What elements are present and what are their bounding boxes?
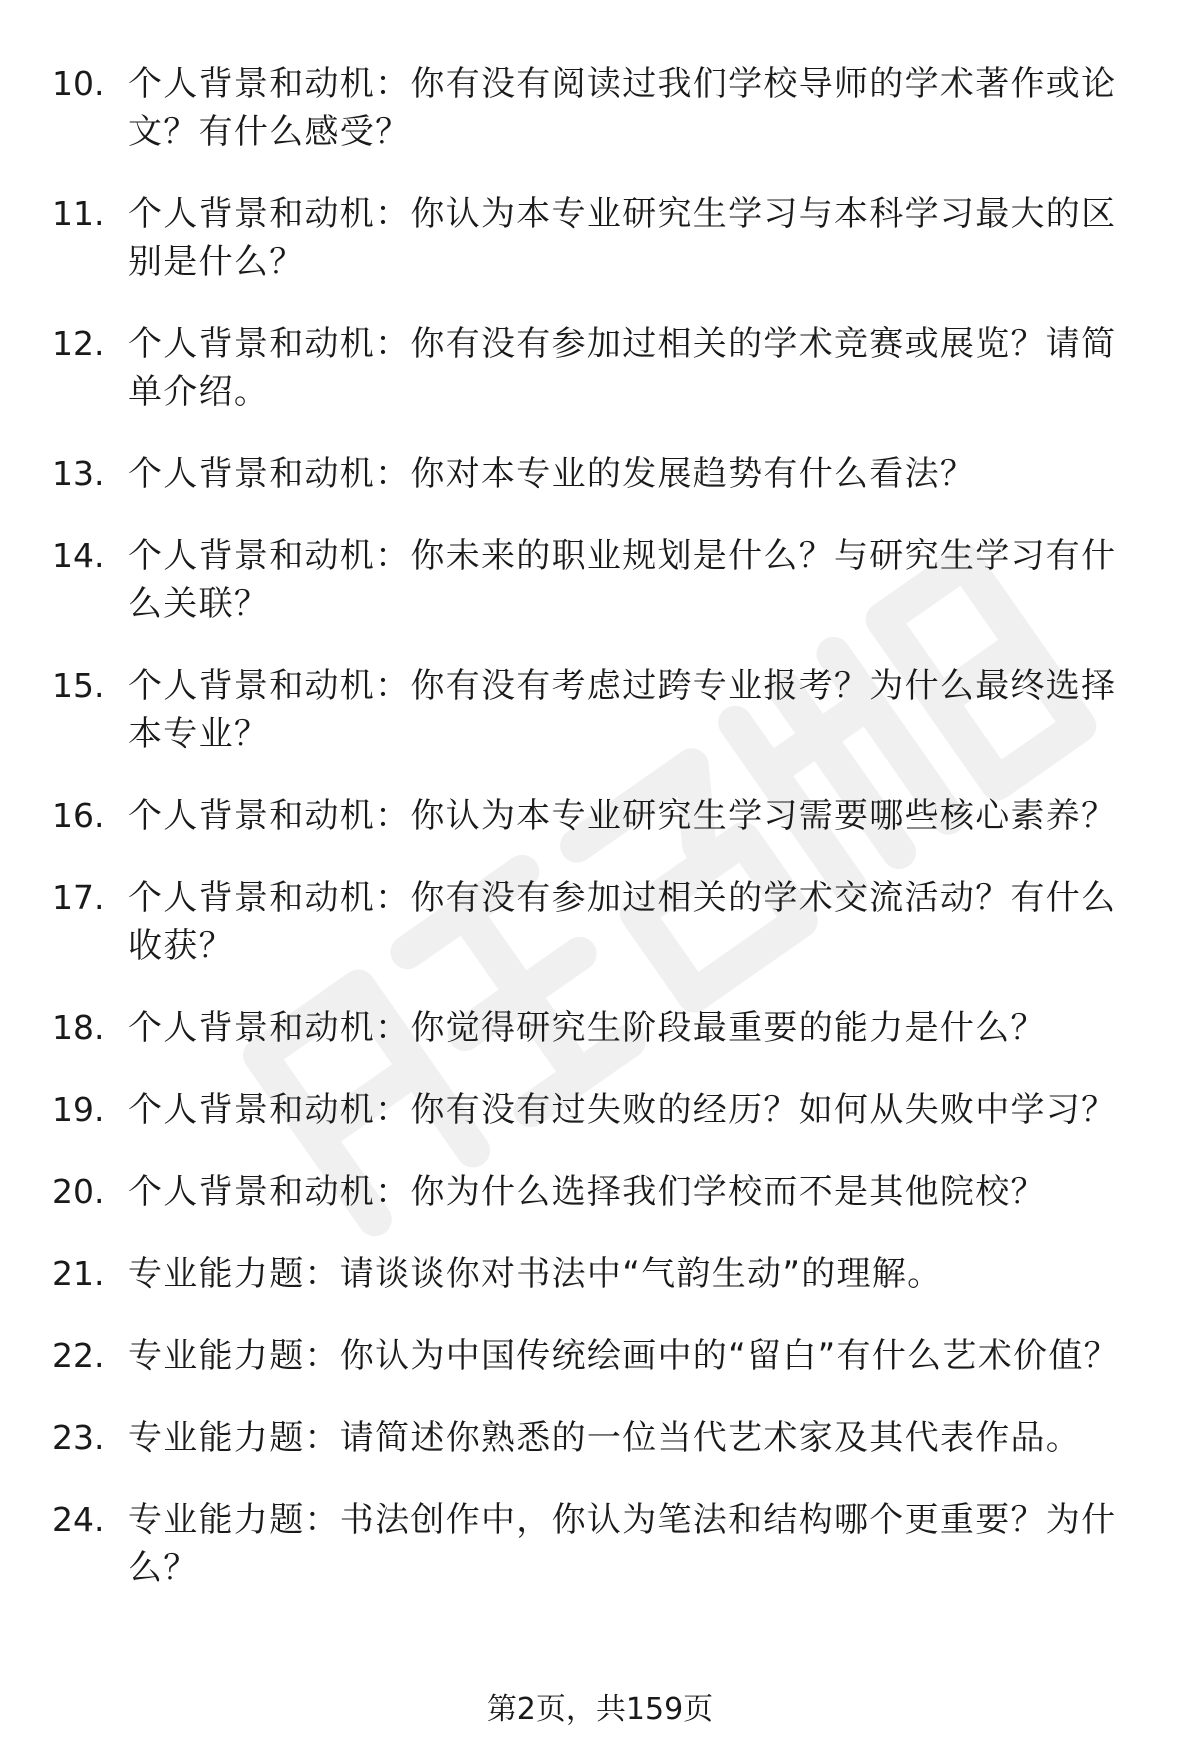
question-list [0, 60, 1200, 1626]
list-item [0, 532, 1200, 628]
list-item [0, 792, 1200, 840]
list-item [0, 190, 1200, 286]
question-text: 个人背景和动机：你为什么选择我们学校而不是其他院校？ [128, 1172, 1046, 1212]
list-item [0, 662, 1200, 758]
question-text: 个人背景和动机：你有没有考虑过跨专业报考？为什么最终选择本专业？ [128, 666, 1117, 754]
page-footer: 第2页，共159页 [486, 1692, 714, 1727]
list-item [0, 874, 1200, 970]
question-text: 专业能力题：你认为中国传统绘画中的“留白”有什么艺术价值？ [128, 1336, 1119, 1376]
list-item [0, 1086, 1200, 1134]
question-number: 15. [52, 666, 105, 705]
list-item [0, 450, 1200, 498]
question-number: 14. [52, 536, 105, 575]
question-text: 个人背景和动机：你认为本专业研究生学习与本科学习最大的区别是什么？ [128, 194, 1117, 282]
question-number: 12. [52, 324, 105, 363]
question-text: 专业能力题：请谈谈你对书法中“气韵生动”的理解。 [128, 1254, 943, 1294]
question-number: 19. [52, 1090, 105, 1129]
question-text: 专业能力题：请简述你熟悉的一位当代艺术家及其代表作品。 [128, 1418, 1082, 1458]
list-item [0, 1250, 1200, 1298]
question-number: 23. [52, 1418, 105, 1457]
list-item [0, 1168, 1200, 1216]
question-number: 20. [52, 1172, 105, 1211]
question-text: 个人背景和动机：你认为本专业研究生学习需要哪些核心素养？ [128, 796, 1117, 836]
question-number: 16. [52, 796, 105, 835]
list-item [0, 60, 1200, 156]
list-item [0, 320, 1200, 416]
list-item [0, 1004, 1200, 1052]
list-item [0, 1496, 1200, 1592]
question-number: 24. [52, 1500, 105, 1539]
question-number: 18. [52, 1008, 105, 1047]
question-text: 个人背景和动机：你有没有过失败的经历？如何从失败中学习？ [128, 1090, 1117, 1130]
question-number: 11. [52, 194, 105, 233]
question-text: 个人背景和动机：你觉得研究生阶段最重要的能力是什么？ [128, 1008, 1046, 1048]
question-number: 21. [52, 1254, 105, 1293]
question-text: 个人背景和动机：你有没有参加过相关的学术交流活动？有什么收获？ [128, 878, 1117, 966]
list-item [0, 1332, 1200, 1380]
question-text: 个人背景和动机：你未来的职业规划是什么？与研究生学习有什么关联？ [128, 536, 1117, 624]
question-number: 17. [52, 878, 105, 917]
question-text: 个人背景和动机：你有没有阅读过我们学校导师的学术著作或论文？有什么感受？ [128, 64, 1117, 152]
list-item [0, 1414, 1200, 1462]
question-number: 22. [52, 1336, 105, 1375]
question-number: 10. [52, 64, 105, 103]
question-number: 13. [52, 454, 105, 493]
question-text: 个人背景和动机：你有没有参加过相关的学术竞赛或展览？请简单介绍。 [128, 324, 1117, 412]
question-text: 个人背景和动机：你对本专业的发展趋势有什么看法？ [128, 454, 976, 494]
question-text: 专业能力题：书法创作中，你认为笔法和结构哪个更重要？为什么？ [128, 1500, 1117, 1588]
